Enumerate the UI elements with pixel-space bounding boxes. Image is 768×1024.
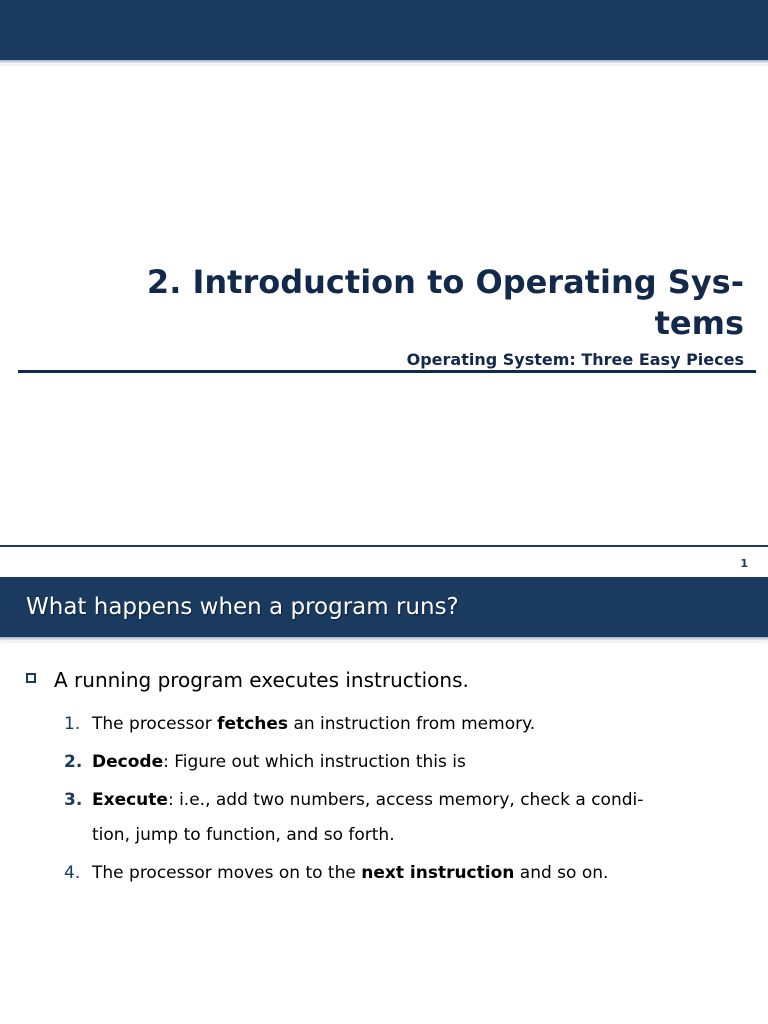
step-number: 4. — [64, 863, 81, 883]
slide-title-line1: 2. Introduction to Operating Sys- — [146, 263, 744, 301]
step-text: Decode: Figure out which instruction this is — [92, 752, 466, 772]
title-underline — [18, 370, 756, 373]
step-number: 1. — [64, 714, 81, 734]
main-bullet — [26, 667, 746, 693]
slide-title-line2: tems — [654, 304, 744, 342]
main-bullet-text: A running program executes instructions. — [54, 668, 469, 692]
list-item — [64, 745, 734, 780]
slide-divider — [0, 545, 768, 547]
step-number: 3. — [64, 790, 83, 810]
step-text: Execute: i.e., add two numbers, access memory, check a condi- tion, jump to function, and so forth. — [92, 790, 644, 845]
slide2-title: What happens when a program runs? — [26, 594, 459, 620]
page-number: 1 — [740, 557, 748, 570]
title-block — [24, 262, 744, 370]
slide-subtitle: Operating System: Three Easy Pieces — [406, 350, 744, 369]
step-number: 2. — [64, 752, 83, 772]
list-item — [64, 783, 734, 853]
slide-title — [24, 262, 744, 344]
steps-list — [64, 707, 734, 894]
list-item — [64, 856, 734, 891]
step-text: The processor moves on to the next instruction and so on. — [92, 863, 609, 883]
slide2-header-bar — [0, 577, 768, 637]
slide-header-bar — [0, 0, 768, 60]
step-text: The processor fetches an instruction from memory. — [92, 714, 536, 734]
square-bullet-icon — [26, 673, 36, 683]
list-item — [64, 707, 734, 742]
